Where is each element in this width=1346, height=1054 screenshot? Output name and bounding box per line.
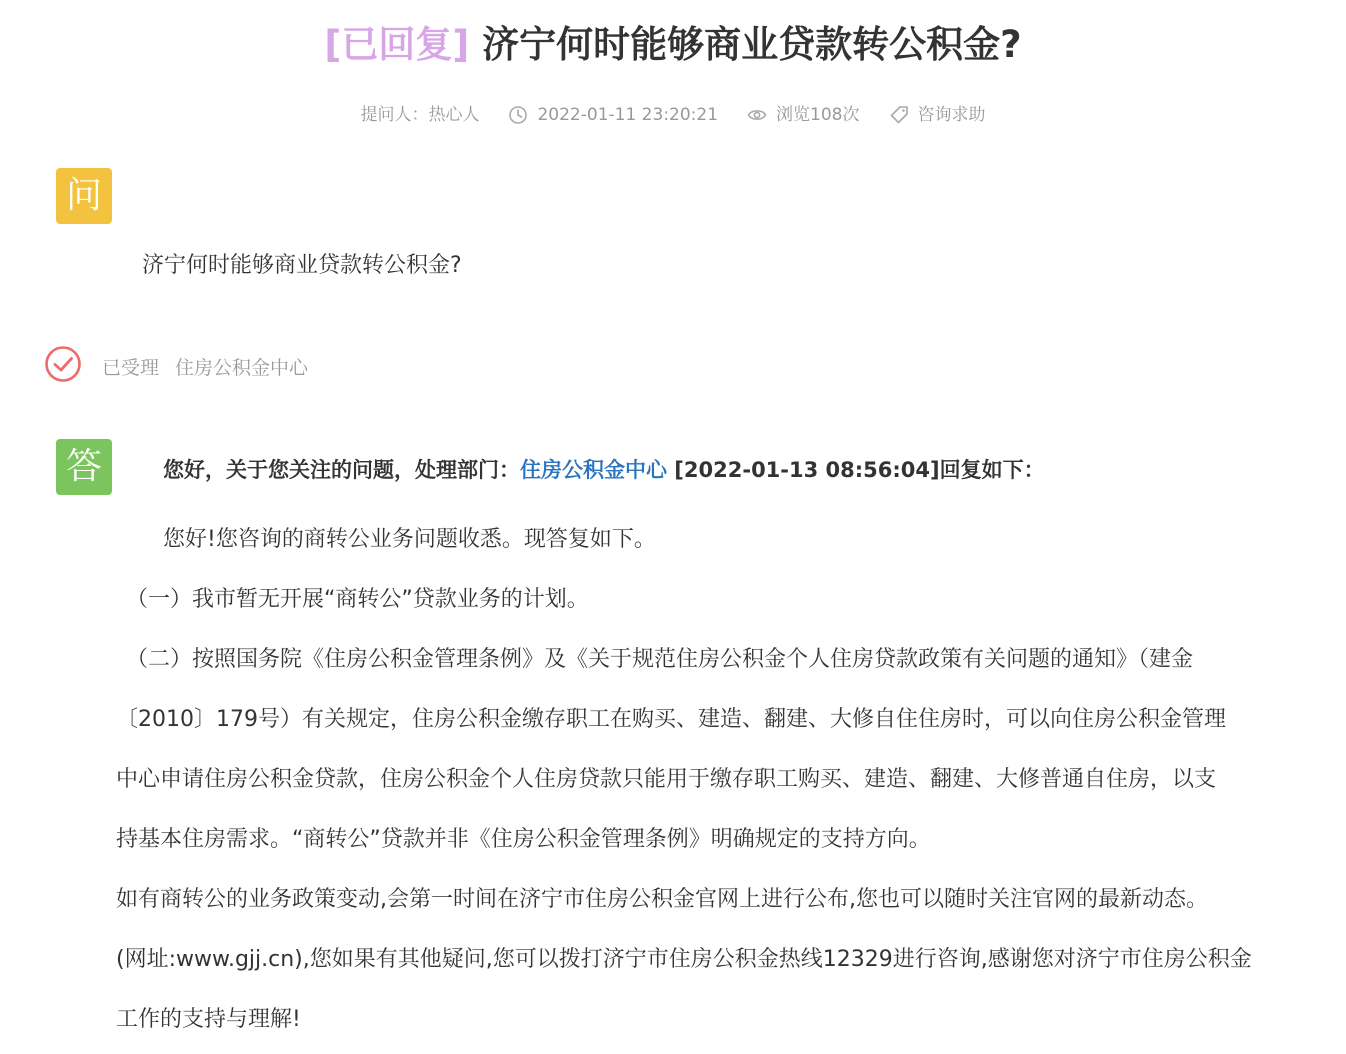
question-title-text: 济宁何时能够商业贷款转公积金? [469,23,1022,66]
reply-paragraph: 您好!您咨询的商转公业务问题收悉。现答复如下。 [163,527,656,552]
reply-paragraph: 持基本住房需求。“商转公”贷款并非《住房公积金管理条例》明确规定的支持方向。 [116,827,931,852]
category-tag[interactable] [888,100,986,130]
reply-department-link[interactable]: 住房公积金中心 [520,458,667,482]
view-count-text: 浏览108次 [776,105,860,125]
reply-paragraph: 中心申请住房公积金贷款，住房公积金个人住房贷款只能用于缴存职工购买、建造、翻建、大修普通自住房，以支 [116,767,1217,792]
reply-paragraph: 〔2010〕179号）有关规定，住房公积金缴存职工在购买、建造、翻建、大修自住住房时，可以向住房公积金管理 [116,707,1226,732]
post-time-text: 2022-01-11 23:20:21 [537,105,719,125]
view-count [746,100,859,130]
reply-paragraph: 如有商转公的业务政策变动,会第一时间在济宁市住房公积金官网上进行公布,您也可以随时关注官网的最新动态。 [116,887,1208,912]
check-circle-icon [44,345,102,388]
question-badge: 问 [56,168,112,224]
question-meta [0,100,1346,130]
question-content: 济宁何时能够商业贷款转公积金? [142,253,462,278]
eye-icon [746,104,768,126]
reply-paragraph: （一）我市暂无开展“商转公”贷款业务的计划。 [126,587,589,612]
asker-info [360,100,479,130]
reply-paragraph: 工作的支持与理解! [116,1007,301,1032]
reply-paragraph: （二）按照国务院《住房公积金管理条例》及《关于规范住房公积金个人住房贷款政策有关问题的通知》（建金 [126,647,1194,672]
reply-header-suffix: [2022-01-13 08:56:04]回复如下： [667,458,1045,482]
asker-label: 提问人：热心人 [360,105,480,125]
answer-badge: 答 [56,439,112,495]
reply-header [163,450,1045,490]
reply-body [116,510,1328,1050]
acceptance-status-text: 已受理 [102,357,160,379]
category-text[interactable]: 咨询求助 [917,105,986,125]
acceptance-department: 住房公积金中心 [175,357,309,379]
clock-icon [507,104,529,126]
tag-icon [888,104,910,126]
reply-header-prefix: 您好，关于您关注的问题，处理部门： [163,458,520,482]
reply-paragraph: (网址:www.gjj.cn),您如果有其他疑问,您可以拨打济宁市住房公积金热线12329进行咨询,感谢您对济宁市住房公积金 [116,947,1252,972]
post-time [507,100,718,130]
acceptance-status [44,345,308,388]
reply-status-tag: [已回复] [324,23,470,66]
question-title [0,20,1346,70]
